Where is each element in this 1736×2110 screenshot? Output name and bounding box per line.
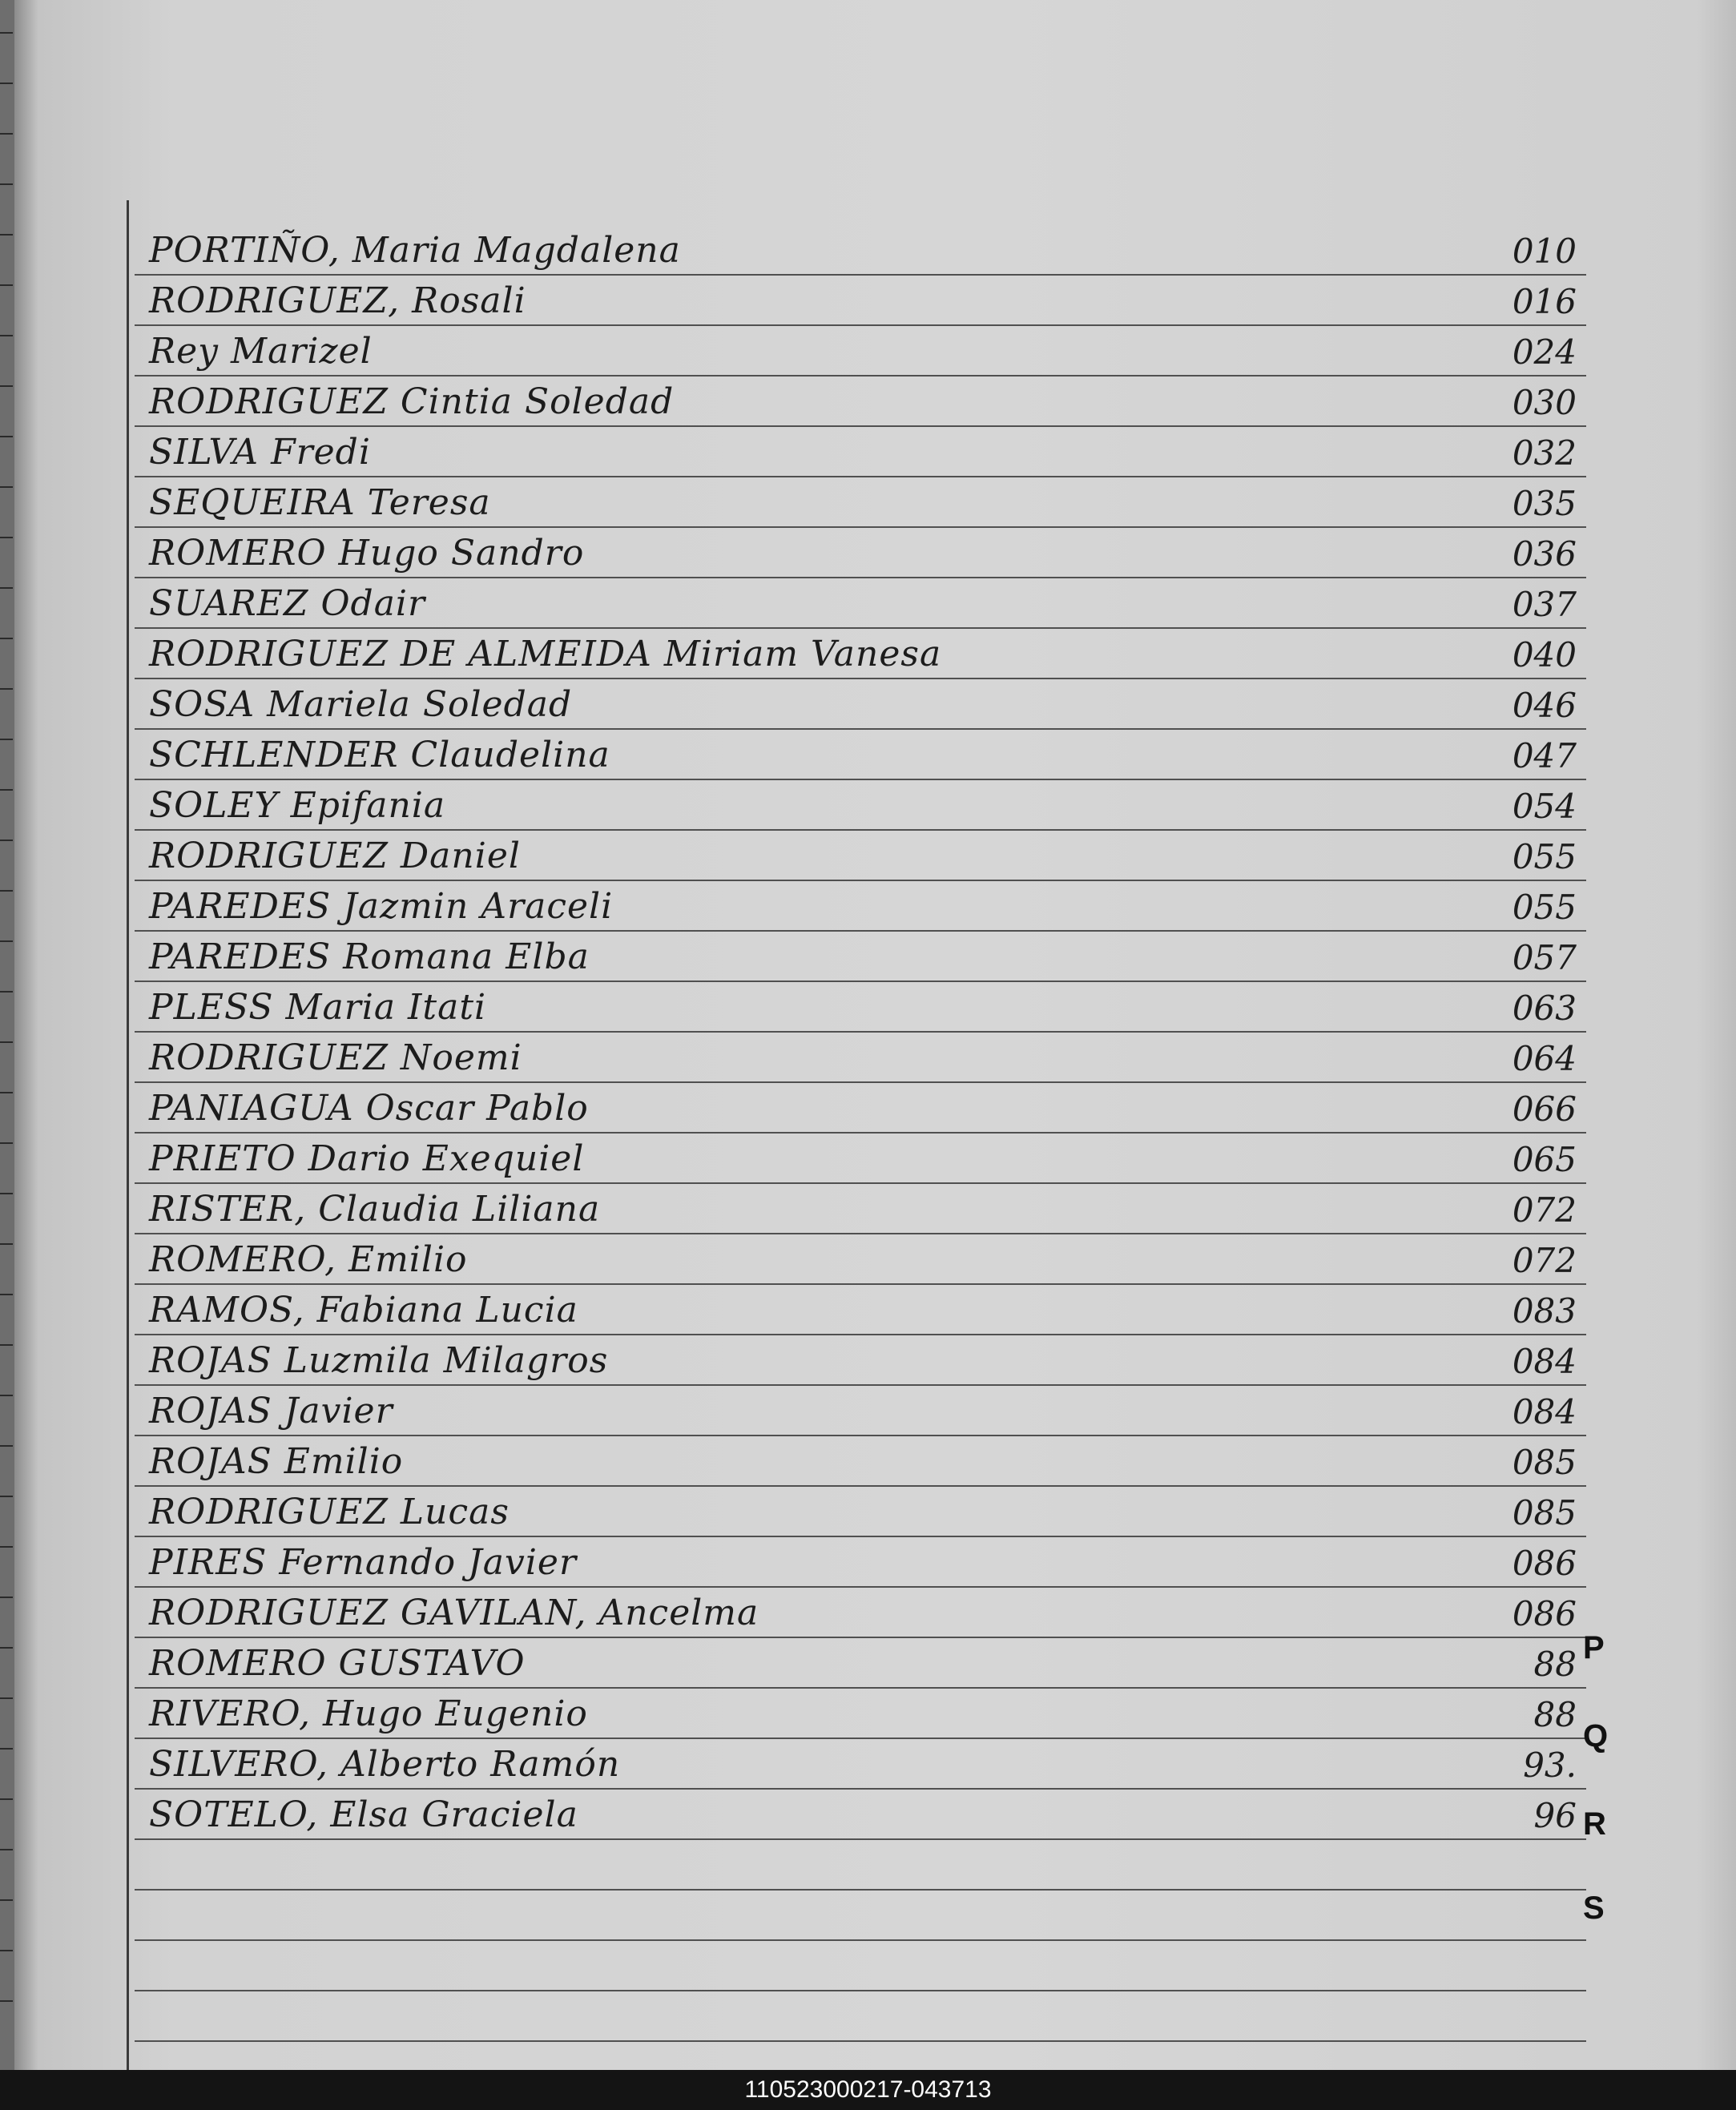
edge-tick: [0, 133, 13, 135]
entry-number: 055: [1512, 888, 1577, 927]
edge-tick: [0, 486, 13, 488]
edge-tick: [0, 284, 13, 286]
list-item: [135, 779, 1586, 831]
edge-tick: [0, 2000, 13, 2002]
list-item: [135, 1183, 1586, 1234]
edge-tick: [0, 1142, 13, 1144]
list-item: [135, 729, 1586, 780]
entry-name: SUAREZ Odair: [149, 583, 426, 624]
list-item: [135, 376, 1586, 427]
entry-name: PANIAGUA Oscar Pablo: [149, 1088, 589, 1129]
edge-tick: [0, 1546, 13, 1548]
edge-tick: [0, 1243, 13, 1245]
edge-tick: [0, 1344, 13, 1346]
entry-number: 010: [1512, 232, 1577, 271]
entry-name: RODRIGUEZ, Rosali: [149, 280, 526, 321]
entry-number: 030: [1512, 383, 1577, 422]
entry-name: RODRIGUEZ Daniel: [149, 836, 521, 876]
list-item: [135, 931, 1586, 982]
entry-number: 88: [1533, 1695, 1577, 1734]
edge-tick: [0, 83, 13, 84]
notebook-page: [14, 0, 1736, 2070]
entry-name: SCHLENDER Claudelina: [149, 735, 610, 775]
entry-name: PORTIÑO, Maria Magdalena: [149, 230, 681, 271]
empty-ruled-line: [135, 1839, 1586, 1891]
list-item: [135, 1133, 1586, 1184]
entry-name: PRIETO Dario Exequiel: [149, 1138, 585, 1179]
previous-page-edge: [0, 0, 14, 2070]
list-item: [135, 880, 1586, 932]
edge-tick: [0, 1496, 13, 1497]
edge-tick: [0, 890, 13, 892]
entry-number: 066: [1512, 1089, 1577, 1129]
list-item: [135, 679, 1586, 730]
entry-number: 047: [1512, 736, 1577, 775]
entry-name: SILVA Fredi: [149, 432, 371, 473]
entry-name: ROJAS Javier: [149, 1391, 393, 1431]
edge-tick: [0, 940, 13, 942]
entry-number: 085: [1512, 1493, 1577, 1532]
edge-tick: [0, 688, 13, 690]
entry-number: 88: [1533, 1645, 1577, 1684]
entry-number: 93.: [1523, 1746, 1577, 1785]
entry-name: RAMOS, Fabiana Lucia: [149, 1290, 578, 1331]
entry-number: 055: [1512, 837, 1577, 876]
list-item: [135, 275, 1586, 326]
edge-tick: [0, 537, 13, 538]
list-item: [135, 1082, 1586, 1134]
entry-number: 084: [1512, 1392, 1577, 1431]
entry-name: ROMERO Hugo Sandro: [149, 533, 585, 574]
entry-name: SOTELO, Elsa Graciela: [149, 1794, 578, 1835]
list-item: [135, 1637, 1586, 1689]
entry-number: 085: [1512, 1443, 1577, 1482]
entry-number: 063: [1512, 989, 1577, 1028]
edge-tick: [0, 1849, 13, 1850]
edge-tick: [0, 436, 13, 437]
entry-number: 037: [1512, 585, 1577, 624]
entry-name: RODRIGUEZ GAVILAN, Ancelma: [149, 1593, 759, 1633]
list-item: [135, 1486, 1586, 1537]
entry-number: 032: [1512, 433, 1577, 473]
list-item: [135, 1536, 1586, 1588]
empty-ruled-line: [135, 1940, 1586, 1991]
index-letter-p: P: [1583, 1630, 1605, 1665]
list-item: [135, 981, 1586, 1033]
entry-number: 084: [1512, 1342, 1577, 1381]
entry-name: RODRIGUEZ DE ALMEIDA Miriam Vanesa: [149, 634, 942, 674]
entry-number: 96: [1533, 1796, 1577, 1835]
list-item: [135, 1234, 1586, 1285]
edge-tick: [0, 1445, 13, 1447]
edge-tick: [0, 32, 13, 34]
list-item: [135, 477, 1586, 528]
list-item: [135, 628, 1586, 679]
edge-tick: [0, 1193, 13, 1194]
entry-number: 072: [1512, 1190, 1577, 1230]
entry-number: 086: [1512, 1594, 1577, 1633]
edge-tick: [0, 1395, 13, 1396]
list-item: [135, 830, 1586, 881]
list-item: [135, 527, 1586, 578]
entry-name: RODRIGUEZ Cintia Soledad: [149, 381, 675, 422]
edge-tick: [0, 1899, 13, 1901]
entry-name: ROMERO, Emilio: [149, 1239, 468, 1280]
entry-name: ROMERO GUSTAVO: [149, 1643, 526, 1684]
entry-number: 065: [1512, 1140, 1577, 1179]
edge-tick: [0, 739, 13, 740]
entry-name: PAREDES Jazmin Araceli: [149, 886, 614, 927]
edge-tick: [0, 840, 13, 841]
entry-name: RODRIGUEZ Lucas: [149, 1492, 510, 1532]
entry-number: 054: [1512, 787, 1577, 826]
entry-name: PAREDES Romana Elba: [149, 936, 590, 977]
list-item: [135, 224, 1586, 276]
entry-name: PIRES Fernando Javier: [149, 1542, 577, 1583]
list-item: [135, 1032, 1586, 1083]
edge-tick: [0, 183, 13, 185]
index-letter-s: S: [1583, 1891, 1605, 1926]
edge-tick: [0, 1798, 13, 1800]
edge-tick: [0, 1041, 13, 1043]
list-item: [135, 578, 1586, 629]
entry-name: RODRIGUEZ Noemi: [149, 1037, 522, 1078]
entry-number: 035: [1512, 484, 1577, 523]
image-id-footer: 110523000217-043713: [0, 2070, 1736, 2110]
list-item: [135, 1738, 1586, 1790]
list-item: [135, 1789, 1586, 1840]
entry-number: 086: [1512, 1544, 1577, 1583]
entry-name: Rey Marizel: [149, 331, 373, 372]
edge-tick: [0, 1092, 13, 1093]
entry-number: 072: [1512, 1241, 1577, 1280]
index-letter-r: R: [1583, 1806, 1606, 1842]
edge-tick: [0, 1697, 13, 1699]
entry-name: ROJAS Emilio: [149, 1441, 404, 1482]
edge-tick: [0, 1950, 13, 1951]
edge-tick: [0, 1597, 13, 1598]
edge-tick: [0, 1647, 13, 1649]
entry-number: 016: [1512, 282, 1577, 321]
entry-number: 057: [1512, 938, 1577, 977]
entry-name: PLESS Maria Itati: [149, 987, 487, 1028]
edge-tick: [0, 385, 13, 387]
list-item: [135, 1284, 1586, 1335]
empty-ruled-line: [135, 1890, 1586, 1941]
list-item: [135, 325, 1586, 376]
entry-number: 024: [1512, 332, 1577, 372]
entry-name: SEQUEIRA Teresa: [149, 482, 491, 523]
entry-number: 036: [1512, 534, 1577, 574]
edge-tick: [0, 991, 13, 993]
list-item: [135, 426, 1586, 477]
entry-name: RISTER, Claudia Liliana: [149, 1189, 601, 1230]
entry-name: RIVERO, Hugo Eugenio: [149, 1693, 588, 1734]
empty-ruled-line: [135, 1991, 1586, 2042]
edge-tick: [0, 1748, 13, 1750]
entry-name: SILVERO, Alberto Ramón: [149, 1744, 621, 1785]
list-item: [135, 1688, 1586, 1739]
edge-tick: [0, 1294, 13, 1295]
entry-number: 083: [1512, 1291, 1577, 1331]
edge-tick: [0, 335, 13, 336]
entry-name: SOSA Mariela Soledad: [149, 684, 573, 725]
edge-tick: [0, 587, 13, 589]
list-item: [135, 1436, 1586, 1487]
list-item: [135, 1335, 1586, 1386]
edge-tick: [0, 638, 13, 639]
index-letter-q: Q: [1583, 1718, 1609, 1754]
entry-number: 064: [1512, 1039, 1577, 1078]
edge-tick: [0, 789, 13, 791]
empty-ruled-line: [135, 2041, 1586, 2070]
list-item: [135, 1385, 1586, 1436]
list-item: [135, 1587, 1586, 1638]
entry-number: 040: [1512, 635, 1577, 674]
entry-list: [14, 0, 1736, 2070]
entry-name: SOLEY Epifania: [149, 785, 446, 826]
entry-name: ROJAS Luzmila Milagros: [149, 1340, 609, 1381]
edge-tick: [0, 234, 13, 236]
entry-number: 046: [1512, 686, 1577, 725]
